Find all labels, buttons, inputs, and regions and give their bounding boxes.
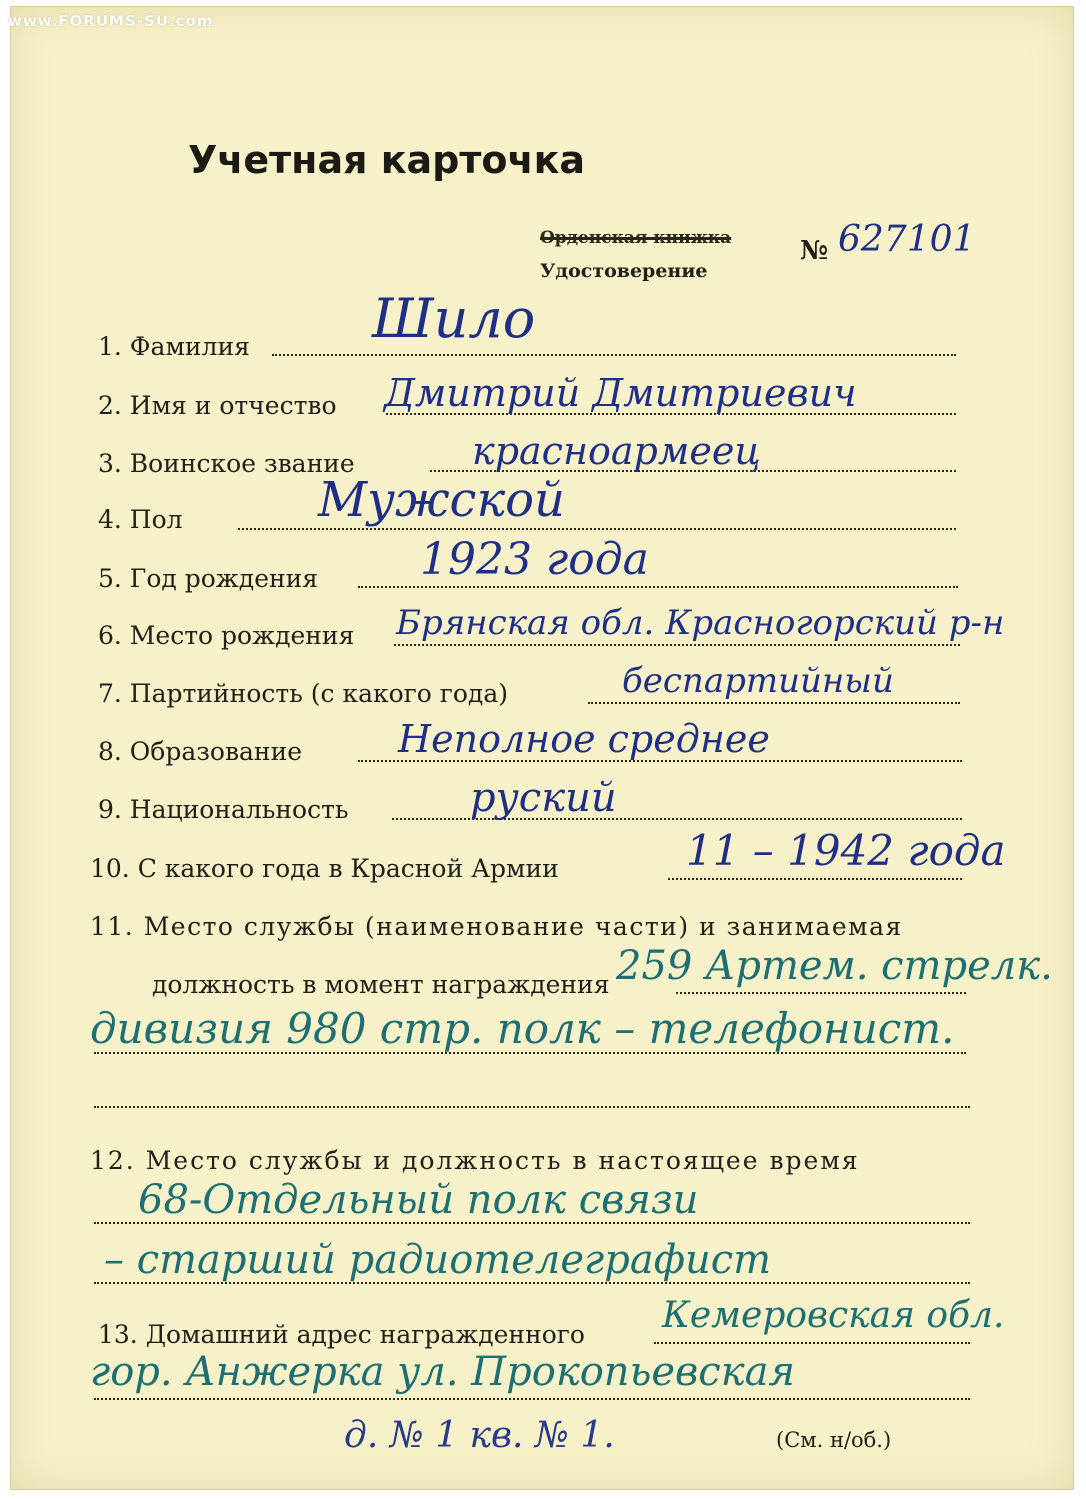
field-label-education: 8. Образование (98, 737, 303, 766)
watermark: www.FORUMS-SU.com (8, 12, 214, 30)
struck-certificate-type: Орденская книжка (540, 228, 732, 248)
field-value-home-address-line1: Кемеровская обл. (662, 1295, 1005, 1336)
field-value-name: Дмитрий Дмитриевич (384, 371, 857, 415)
field-value-service-place-line1: 259 Артем. стрелк. (616, 943, 1053, 989)
field-label-sex: 4. Пол (98, 505, 183, 534)
field-value-home-address-line3: д. № 1 кв. № 1. (344, 1415, 615, 1456)
field-line-birthplace (394, 644, 960, 646)
field-label-birthplace: 6. Место рождения (98, 621, 355, 650)
field-value-birthplace: Брянская обл. Красногорский р-н (396, 603, 1005, 643)
field-label-army-since: 10. С какого года в Красной Армии (90, 854, 559, 883)
field-label-name: 2. Имя и отчество (98, 391, 337, 420)
field-value-current-service-line2: – старший радиотелеграфист (104, 1237, 772, 1283)
field-value-home-address-line2: гор. Анжерка ул. Прокопьевская (90, 1349, 795, 1395)
certificate-type: Удостоверение (540, 260, 708, 282)
field-value-surname: Шило (372, 287, 536, 350)
field-line-home-address-2 (94, 1398, 970, 1400)
certificate-number-label: № (800, 236, 829, 266)
certificate-number-value: 627101 (838, 219, 976, 260)
field-label-service-place-line1: 11. Место службы (наименование части) и занимаемая (90, 912, 903, 941)
field-value-party: беспартийный (622, 661, 894, 701)
field-line-surname (272, 354, 956, 356)
field-line-army-since (668, 878, 962, 880)
field-line-party (588, 702, 960, 704)
field-value-nationality: руский (470, 775, 617, 821)
field-label-current-service: 12. Место службы и должность в настоящее время (90, 1146, 860, 1175)
field-value-current-service-line1: 68-Отдельный полк связи (138, 1177, 699, 1223)
field-value-birth-year: 1923 года (420, 534, 649, 585)
field-value-education: Неполное среднее (398, 717, 770, 761)
field-label-party: 7. Партийность (с какого года) (98, 679, 508, 708)
field-label-home-address: 13. Домашний адрес награжденного (98, 1320, 585, 1349)
field-label-rank: 3. Воинское звание (98, 449, 355, 478)
field-label-birth-year: 5. Год рождения (98, 564, 319, 593)
field-line-home-address-1 (654, 1342, 970, 1344)
field-label-service-place-line2: должность в момент награждения (152, 970, 610, 999)
field-line-sex (238, 528, 956, 530)
card-title: Учетная карточка (188, 138, 585, 182)
field-label-nationality: 9. Национальность (98, 795, 349, 824)
field-line-service-place-3 (94, 1106, 970, 1108)
field-line-service-place-1 (676, 992, 966, 994)
field-value-army-since: 11 – 1942 года (686, 826, 1006, 875)
field-value-sex: Мужской (318, 472, 565, 528)
field-value-rank: красноармеец (472, 429, 761, 473)
footnote-see-reverse: (См. н/об.) (776, 1428, 892, 1452)
field-value-service-place-line2: дивизия 980 стр. полк – телефонист. (90, 1004, 955, 1053)
field-line-birth-year (358, 586, 958, 588)
field-label-surname: 1. Фамилия (98, 332, 250, 361)
